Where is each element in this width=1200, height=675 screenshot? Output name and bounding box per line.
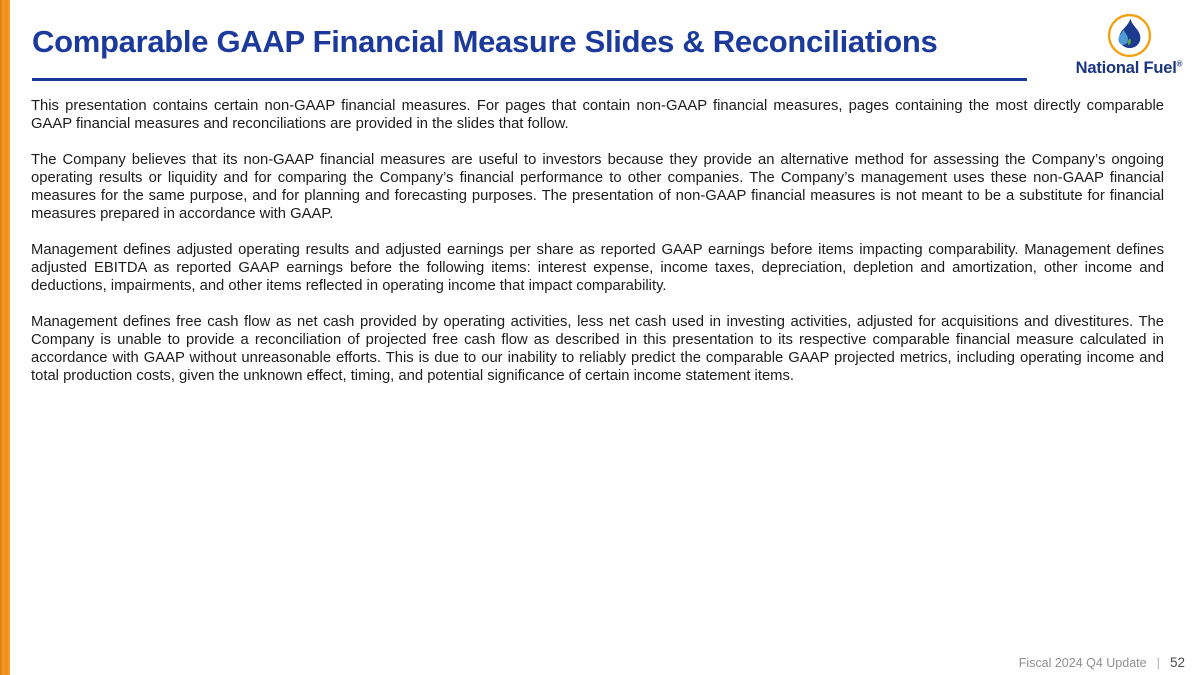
paragraph-free-cash-flow-definition: Management defines free cash flow as net cash provided by operating activities, less net cash used in investing activities, adjusted for acquisitions and divestitures. The Company is unable to provide a reconciliation of projected free cash flow as described in this presentation to its respective comparable financial measure calculated in accordance with GAAP without unreasonable efforts. This is due to our inability to reliably predict the comparable GAAP projected metrics, including operating income and total production costs, given the unknown effect, timing, and potential significance of certain income statement items. bbox=[31, 314, 1164, 384]
footer-separator: | bbox=[1156, 655, 1160, 670]
body-text-block bbox=[31, 97, 1164, 403]
page-title: Comparable GAAP Financial Measure Slides & Reconciliations bbox=[32, 24, 938, 59]
slide-footer bbox=[1019, 655, 1185, 670]
paragraph-non-gaap-notice: This presentation contains certain non-GAAP financial measures. For pages that contain non-GAAP financial measures, pages containing the most directly comparable GAAP financial measures and reconciliations are provided in the slides that follow. bbox=[31, 98, 1164, 132]
title-underline bbox=[32, 78, 1027, 81]
paragraph-usefulness-statement: The Company believes that its non-GAAP financial measures are useful to investors because they provide an alternative method for assessing the Company’s ongoing operating results or liquidity and for comparing the Company’s financial performance to other companies. The Company’s management uses these non-GAAP financial measures for the same purpose, and for planning and forecasting purposes. The presentation of non-GAAP financial measures is not meant to be a substitute for financial measures prepared in accordance with GAAP. bbox=[31, 152, 1164, 222]
logo-brand-text: National Fuel bbox=[1075, 59, 1177, 77]
page-number: 52 bbox=[1169, 655, 1185, 670]
paragraph-adjusted-definitions: Management defines adjusted operating results and adjusted earnings per share as reported GAAP earnings before items impacting comparability. Management defines adjusted EBITDA as reported GAAP earnings before the following items: interest expense, income taxes, depreciation, depletion and amortization, other income and deductions, impairments, and other items reflected in operating income that impact comparability. bbox=[31, 242, 1164, 294]
left-accent-bar bbox=[0, 0, 10, 675]
national-fuel-flame-icon bbox=[1107, 13, 1152, 58]
footer-label: Fiscal 2024 Q4 Update bbox=[1018, 656, 1147, 670]
registered-trademark-symbol: ® bbox=[1176, 59, 1183, 69]
company-logo bbox=[1066, 13, 1192, 78]
logo-wordmark bbox=[1066, 59, 1192, 78]
